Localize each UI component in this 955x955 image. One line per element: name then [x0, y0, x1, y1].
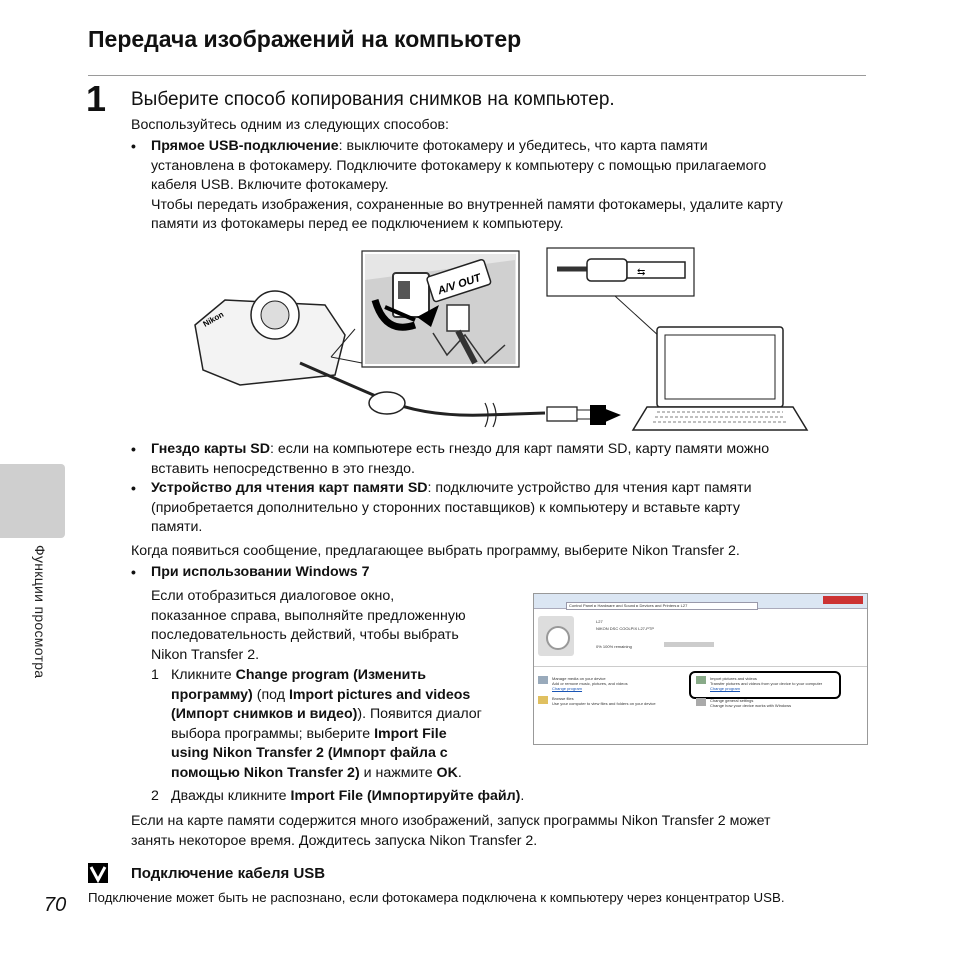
task-title: Import pictures and videos	[710, 676, 757, 681]
windows7-heading	[131, 563, 369, 583]
item-number: 1	[151, 667, 159, 683]
task-title: Change general settings	[710, 698, 754, 703]
camera-icon	[538, 616, 574, 656]
manage-media-task[interactable]	[538, 676, 678, 691]
bullet-icon: •	[131, 441, 136, 457]
settings-icon	[696, 698, 706, 706]
description-line: Nikon Transfer 2.	[151, 646, 260, 663]
storage-bar	[664, 642, 714, 647]
device-name: L27	[596, 619, 603, 624]
task-title: Browse files	[552, 696, 574, 701]
media-icon	[538, 676, 548, 684]
item-text: .	[457, 764, 462, 781]
title-divider	[88, 75, 866, 76]
item-number: 2	[151, 788, 159, 804]
item-text: выбора программы; выберите	[171, 725, 375, 742]
item-text: Кликните	[171, 667, 236, 683]
bullet-icon: •	[131, 480, 136, 496]
step-heading: Выберите способ копирования снимков на компьютер.	[131, 89, 615, 110]
description-line: последовательность действий, чтобы выбрать	[151, 627, 459, 644]
item-bold: using Nikon Transfer 2 (Импорт файла с	[171, 745, 448, 762]
task-desc: Transfer pictures and videos from your device to your computer	[710, 681, 823, 686]
chapter-tab	[0, 464, 65, 538]
item-text: и нажмите	[359, 764, 437, 781]
sd-slot-method	[131, 440, 891, 479]
general-settings-task[interactable]	[696, 698, 846, 708]
usb-text: Чтобы передать изображения, сохраненные во внутренней памяти фотокамеры, удалите карту	[151, 196, 783, 213]
browse-files-task[interactable]	[538, 696, 688, 706]
pictures-icon	[696, 676, 706, 684]
bullet-icon: •	[131, 138, 136, 154]
folder-icon	[538, 696, 548, 704]
item-bold: OK	[436, 764, 458, 781]
item-text: .	[520, 788, 525, 804]
item-bold: (Импорт снимков и видео)	[171, 706, 358, 723]
wait-line: занять некоторое время. Дождитесь запуска Nikon Transfer 2.	[131, 832, 538, 849]
step-number: 1	[86, 78, 107, 119]
instruction-item-1	[151, 666, 531, 784]
card-reader-label: Устройство для чтения карт памяти SD	[151, 480, 428, 496]
breadcrumb: Control Panel ▸ Hardware and Sound ▸ Devices and Printers ▸ L27	[569, 603, 688, 608]
card-reader-method	[131, 479, 891, 538]
camera-brand: Nikon	[201, 309, 226, 329]
usb-connection-illustration	[185, 245, 875, 435]
change-program-link[interactable]: Change program	[710, 686, 741, 691]
item-bold: помощью Nikon Transfer 2)	[171, 764, 360, 781]
change-program-link[interactable]: Change program	[552, 686, 583, 691]
storage-status: 0% 100% remaining	[596, 644, 632, 649]
card-reader-text: памяти.	[151, 519, 203, 536]
page-title: Передача изображений на компьютер	[88, 26, 522, 52]
item-bold: Import File	[374, 725, 447, 742]
chapter-label: Функции просмотра	[32, 545, 48, 679]
page-number: 70	[44, 894, 67, 916]
usb-text: : выключите фотокамеру и убедитесь, что карта памяти	[338, 138, 708, 154]
dialog-titlebar	[534, 594, 867, 609]
bullet-icon: •	[131, 564, 136, 580]
usb-symbol-icon: ⇆	[637, 267, 646, 278]
autoplay-dialog-screenshot	[533, 593, 868, 745]
usb-label: Прямое USB-подключение	[151, 138, 339, 154]
note-text: Подключение может быть не распознано, если фотокамера подключена к компьютеру через концентратор USB.	[88, 890, 785, 905]
usb-method	[131, 137, 891, 235]
windows7-label: При использовании Windows 7	[151, 564, 370, 580]
item-bold: программу)	[171, 686, 253, 703]
task-title: Manage media on your device	[552, 676, 606, 681]
sd-slot-label: Гнездо карты SD	[151, 441, 270, 457]
windows7-description	[151, 587, 516, 665]
av-out-label: A/V OUT	[436, 272, 483, 298]
import-pictures-task[interactable]	[696, 676, 836, 691]
select-program-text: Когда появиться сообщение, предлагающее выбрать программу, выберите Nikon Transfer 2.	[131, 543, 740, 559]
step-intro: Воспользуйтесь одним из следующих способов:	[131, 117, 449, 133]
device-model: NIKON DSC COOLPIX L27-PTP	[596, 626, 655, 631]
item-bold: Change program (Изменить	[235, 667, 427, 683]
close-icon	[823, 596, 863, 604]
item-bold: Import File (Импортируйте файл)	[290, 788, 521, 804]
item-text: (под	[252, 686, 289, 703]
item-text: Дважды кликните	[171, 788, 291, 804]
description-line: Если отобразиться диалоговое окно,	[151, 588, 395, 604]
wait-line: Если на карте памяти содержится много изображений, запуск программы Nikon Transfer 2 может	[131, 813, 771, 829]
address-bar	[566, 602, 758, 610]
wait-text	[131, 812, 891, 851]
task-desc: Use your computer to view files and folders on your device	[552, 701, 656, 706]
sd-slot-text: вставить непосредственно в это гнездо.	[151, 460, 415, 477]
item-bold: Import pictures and videos	[288, 686, 471, 703]
task-desc: Add or remove music, pictures, and videos	[552, 681, 628, 686]
item-text: ). Появится диалог	[357, 706, 482, 723]
usb-text: установлена в фотокамеру. Подключите фотокамеру к компьютеру с помощью прилагаемого	[151, 157, 767, 174]
sd-slot-text: : если на компьютере есть гнездо для карт памяти SD, карту памяти можно	[270, 441, 770, 457]
note-check-icon	[88, 863, 108, 883]
card-reader-text: : подключите устройство для чтения карт памяти	[427, 480, 752, 496]
task-desc: Change how your device works with Windows	[710, 703, 792, 708]
description-line: показанное справа, выполняйте предложенную	[151, 607, 466, 624]
instruction-item-2	[151, 787, 751, 807]
card-reader-text: (приобретается дополнительно у сторонних поставщиков) к компьютеру и вставьте карту	[151, 499, 740, 516]
usb-text: памяти из фотокамеры перед ее подключением к компьютеру.	[151, 216, 564, 233]
note-heading: Подключение кабеля USB	[131, 865, 326, 882]
usb-text: кабеля USB. Включите фотокамеру.	[151, 177, 389, 194]
